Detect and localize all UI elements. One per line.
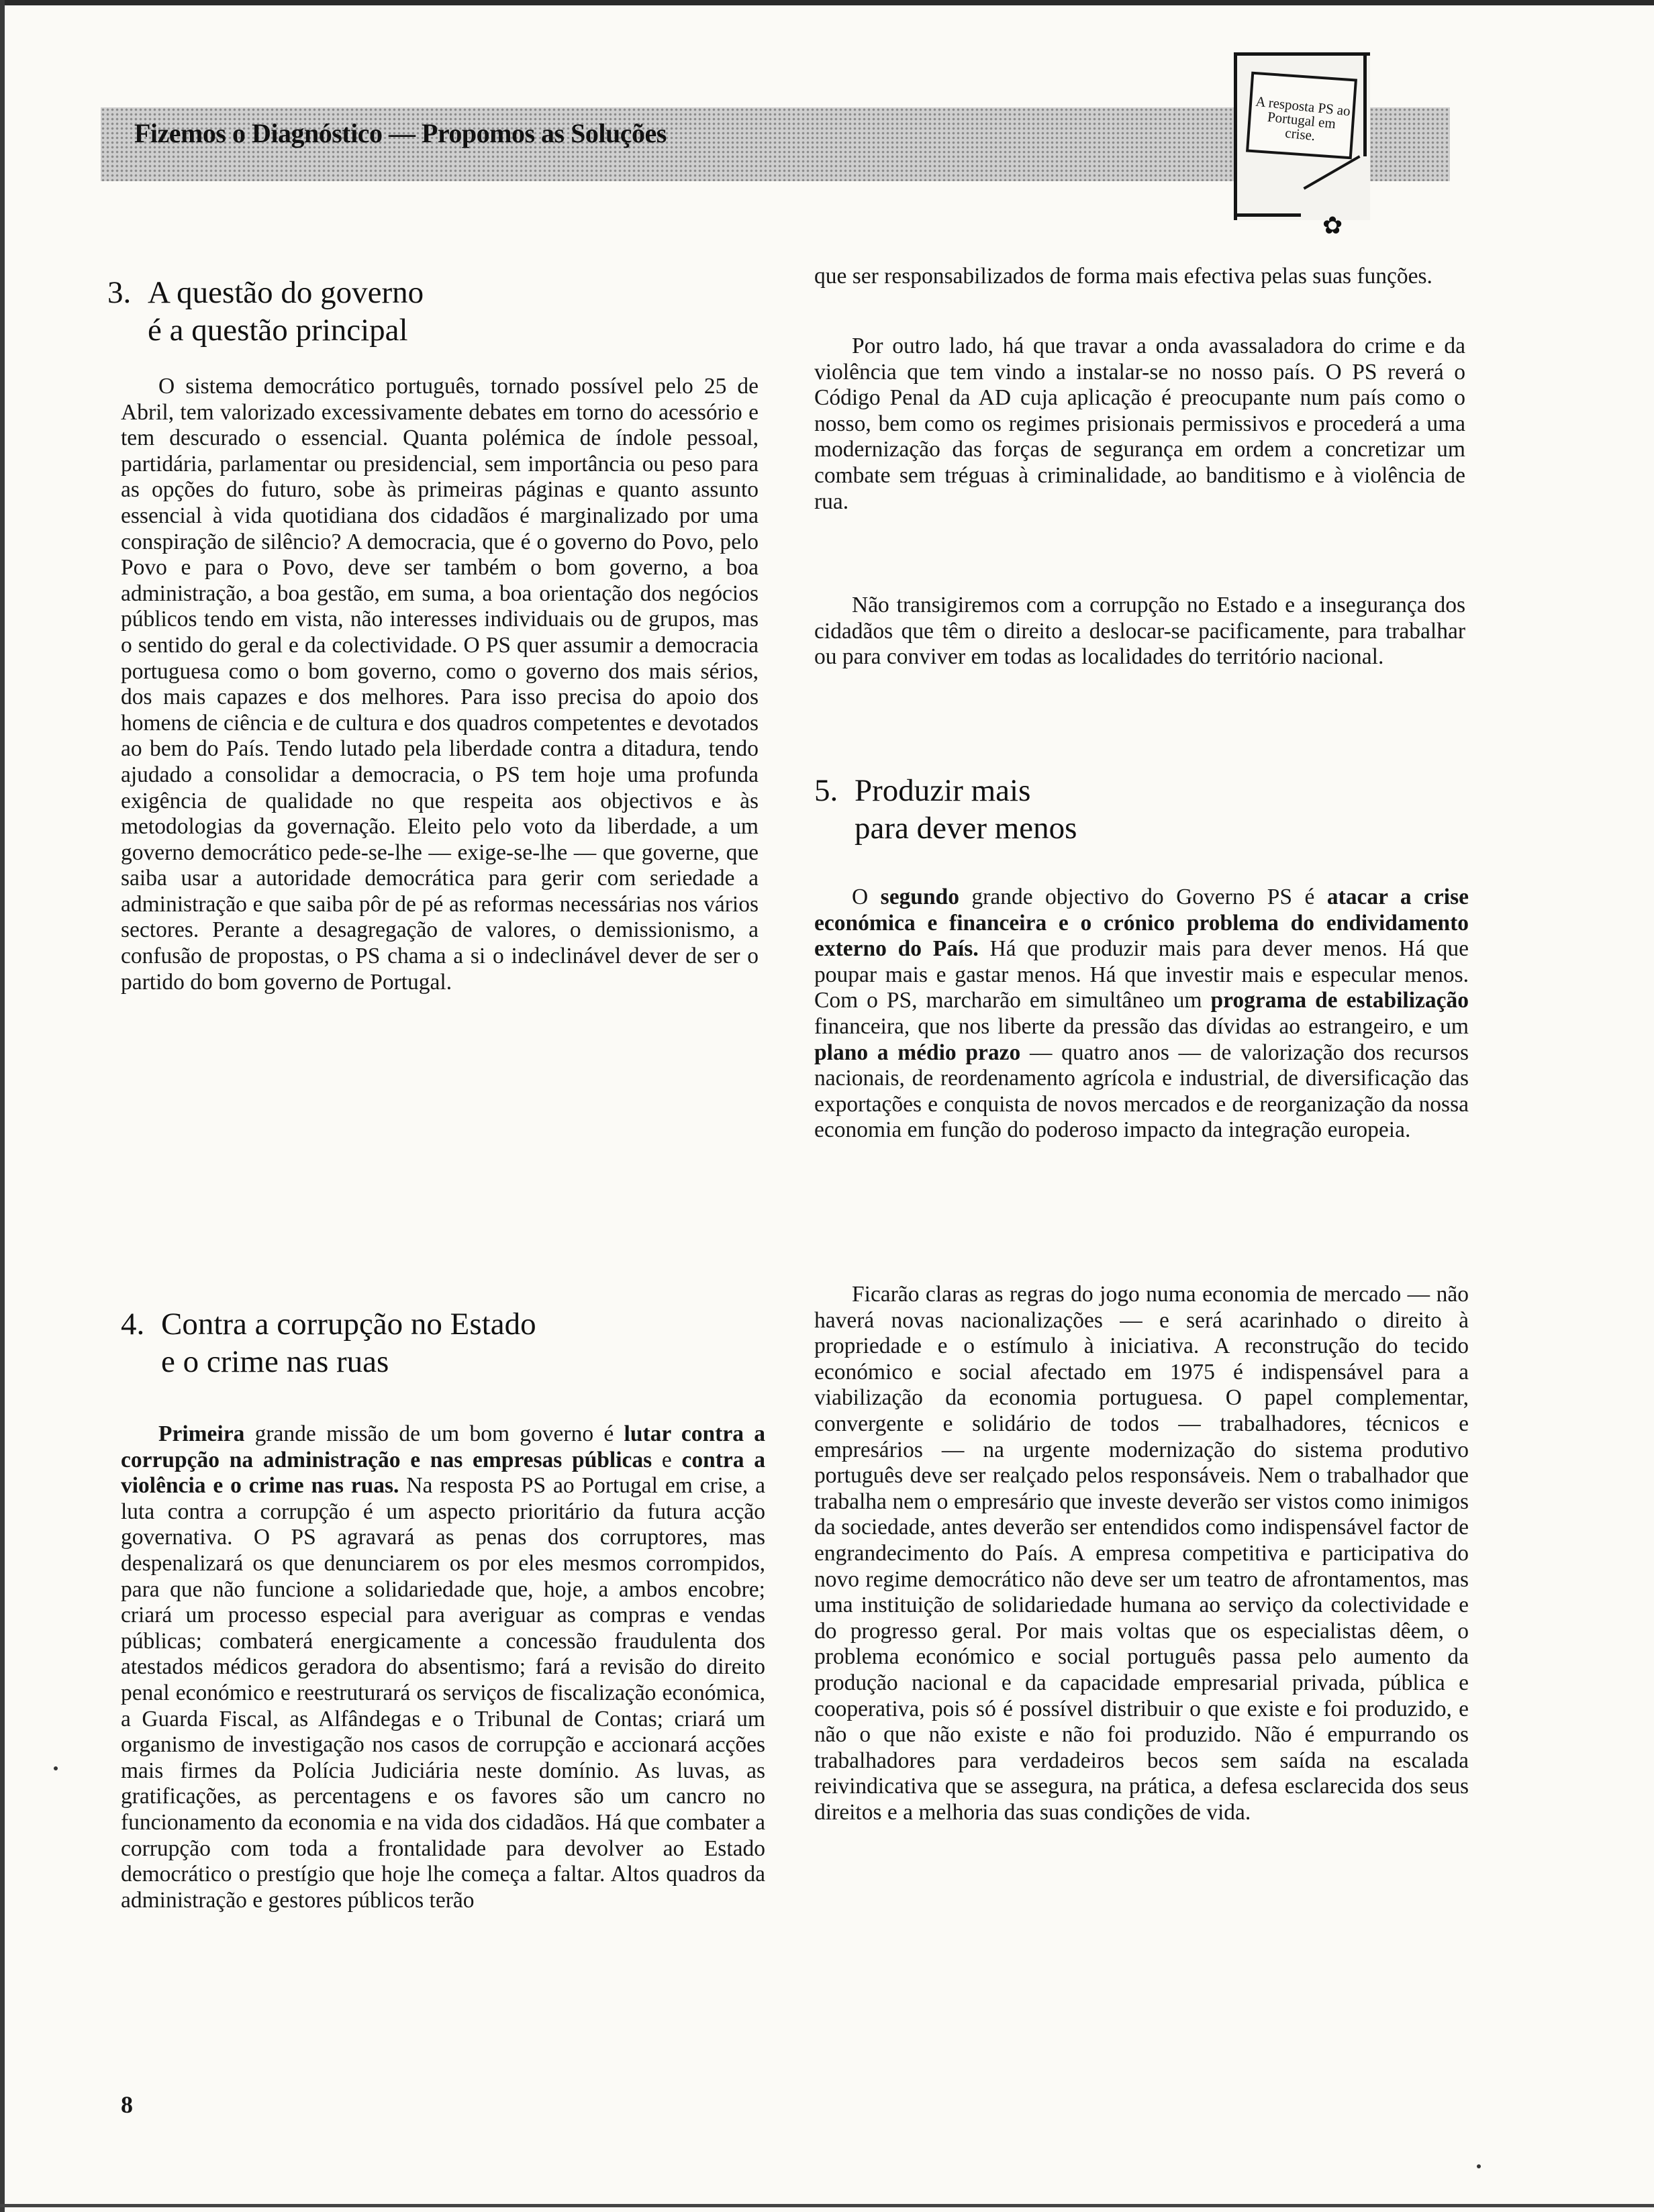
section-5-paragraph: Ficarão claras as regras do jogo numa economia de mercado — não haverá novas nacionalizações — e será acarinhado o direito à propriedade e o estímulo à iniciativa. A reconstrução do tecido económico e social afectado em 1975 é indispensável para a viabilização da economia portuguesa. O papel complementar, convergente e solidário de todos — trabalhadores, técnicos e empresários — na urgente modernização do sistema produtivo português deve ser realçado pelos responsáveis. Nem o trabalhador que trabalha nem o empresário que investe deverão ser vistos como inimigos da sociedade, antes deverão ser entendidos como indispensável factor de engrandecimento do País. A empresa competitiva e participativa do novo regime democrático não deve ser um teatro de afrontamentos, mas uma instituição de solidariedade humana ao serviço da colectividade e do progresso geral. Por mais voltas que os especialistas dêem, o problema económico e social português passa pelo aumento da produção nacional e da capacidade empresarial privada, pública e cooperativa, pois só é possível distribuir o que existe e foi produzido, e não o que não existe e não foi produzido. Não é empurrando os trabalhadores para verdadeiros becos sem saída na escalada reivindicativa que se assegura, na prática, a defesa esclarecida dos seus direitos e a melhoria das suas condições de vida.: [814, 1282, 1469, 1825]
text-span: grande objectivo do Governo PS é: [959, 885, 1327, 909]
bold-span: atacar a crise económica e financeira e o crónico problema do endividamento externo do País.: [814, 885, 1469, 962]
section-3-heading: [107, 274, 712, 349]
section-4-continuation: que ser responsabilizados de forma mais efectiva pelas suas funções.: [814, 264, 1432, 289]
section-4-paragraph: [121, 1421, 765, 1913]
section-5-paragraph: [814, 885, 1469, 1144]
bold-span: contra a violência e o crime nas ruas.: [121, 1447, 765, 1499]
section-title: Contra a corrupção no Estado e o crime nas ruas: [161, 1307, 536, 1379]
section-4-heading: [121, 1305, 725, 1380]
scan-speck: [1477, 2164, 1481, 2168]
logo-frame-edge: [1363, 52, 1367, 156]
text-span: Há que produzir mais para dever menos. Há que poupar mais e gastar menos. Há que investir mais e especular menos. Com o PS, marcharão em simultâneo um: [814, 936, 1469, 1013]
bold-span: Primeira: [158, 1421, 245, 1446]
scan-edge-bottom: [0, 2204, 1654, 2207]
bold-span: programa de estabilização: [1210, 988, 1469, 1013]
section-4-paragraph: Por outro lado, há que travar a onda avassaladora do crime e da violência que tem vindo a instalar-se no nosso país. O PS reverá o Código Penal da AD cuja aplicação é preocupante num país como o nosso, bem como os regimes prisionais permissivos e procederá a uma modernização das forças de segurança em ordem a concretizar um combate sem tréguas à criminalidade, ao banditismo e à violência de rua.: [814, 334, 1465, 514]
bold-span: plano a médio prazo: [814, 1040, 1021, 1065]
text-span: Na resposta PS ao Portugal em crise, a luta contra a corrupção é um aspecto prioritário da futura acção governativa. O PS agravará as penas dos corruptores, mas despenalizará os que denunciarem os por eles mesmos corrompidos, para que não funcione a solidariedade que, hoje, a ambos encobre; criará um processo especial para averiguar as compras e vendas públicas; combaterá energicamente a concessão fraudulenta dos atestados médicos geradora do absentismo; fará a revisão do direito penal económico e reestruturará os serviços de fiscalização económica, a Guarda Fiscal, as Alfândegas e o Tribunal de Contas; criará um organismo de investigação nos casos de corrupção e accionará acções mais firmes da Polícia Judiciária neste domínio. As luvas, as gratificações, as percentagens e os favores são um cancro no funcionamento da economia e na vida dos cidadãos. Há que combater a corrupção com toda a frontalidade para devolver ao Estado democrático o prestígio que hoje lhe começa a faltar. Altos quadros da administração e gestores públicos terão: [121, 1473, 765, 1913]
logo-text: A resposta PS ao Portugal em crise.: [1255, 93, 1351, 144]
section-title: Produzir mais para dever menos: [855, 773, 1077, 846]
section-3-paragraph: O sistema democrático português, tornado possível pelo 25 de Abril, tem valorizado excessivamente debates em torno do acessório e tem descurado o essencial. Quanta polémica de índole pessoal, partidária, parlamentar ou presidencial, sem importância ou peso para as opções do futuro, sobe às primeiras páginas e quanto assunto essencial à vida quotidiana dos cidadãos é marginalizado por uma conspiração de silêncio? A democracia, que é o governo do Povo, pelo Povo e para o Povo, deve ser também o bom governo, a boa administração, a boa gestão, em suma, a boa orientação dos negócios públicos tendo em vista, não interesses individuais ou de grupos, mas o sentido do geral e da colectividade. O PS quer assumir a democracia portuguesa como o bom governo, como o governo dos mais sérios, dos mais capazes e dos melhores. Para isso precisa do apoio dos homens de ciência e de cultura e dos quadros competentes e devotados ao bem do País. Tendo lutado pela liberdade contra a ditadura, tendo ajudado a consolidar a democracia, o PS tem hoje uma profunda exigência de qualidade no que respeita aos objectivos e às metodologias da governação. Eleito pelo voto da liberdade, a um governo democrático pede-se-lhe — exige-se-lhe — que governe, que saiba usar a autoridade democrática para gerir com seriedade a administração e que saiba pôr de pé as reformas necessárias nos vários sectores. Perante a desagregação de valores, o demissionismo, a confusão de propostas, o PS chama a si o indeclinável dever de ser o partido do bom governo de Portugal.: [121, 374, 759, 995]
section-number: 3.: [107, 275, 132, 310]
section-title: A questão do governo é a questão principal: [148, 275, 424, 348]
text-span: grande missão de um bom governo é: [244, 1421, 624, 1446]
scan-speck: [54, 1766, 58, 1770]
scan-edge-top: [0, 0, 1654, 5]
text-span: O: [852, 885, 881, 909]
scan-edge-left: [0, 0, 5, 2212]
rose-icon: ✿: [1322, 212, 1343, 239]
bold-span: segundo: [880, 885, 959, 909]
header-band-text: Fizemos o Diagnóstico — Propomos as Soluções: [134, 118, 667, 148]
section-number: 4.: [121, 1307, 145, 1342]
text-span: financeira, que nos liberte da pressão das dívidas ao estrangeiro, e um: [814, 1013, 1469, 1039]
logo-frame-edge: [1234, 213, 1301, 217]
text-span: — quatro anos — de valorização dos recursos nacionais, de reordenamento agrícola e industrial, de diversificação das exportações e conquista de novos mercados e de reorganização da nossa economia em função do poderoso impacto da integração europeia.: [814, 1040, 1469, 1143]
section-4-paragraph: Não transigiremos com a corrupção no Estado e a insegurança dos cidadãos que têm o direito a deslocar-se pacificamente, para trabalhar ou para conviver em todas as localidades do território nacional.: [814, 593, 1465, 670]
section-number: 5.: [814, 773, 838, 808]
section-5-heading: [814, 772, 1418, 847]
bold-span: lutar contra a corrupção na administração e nas empresas públicas: [121, 1421, 766, 1472]
text-span: e: [652, 1447, 682, 1472]
page-number: 8: [121, 2091, 133, 2118]
